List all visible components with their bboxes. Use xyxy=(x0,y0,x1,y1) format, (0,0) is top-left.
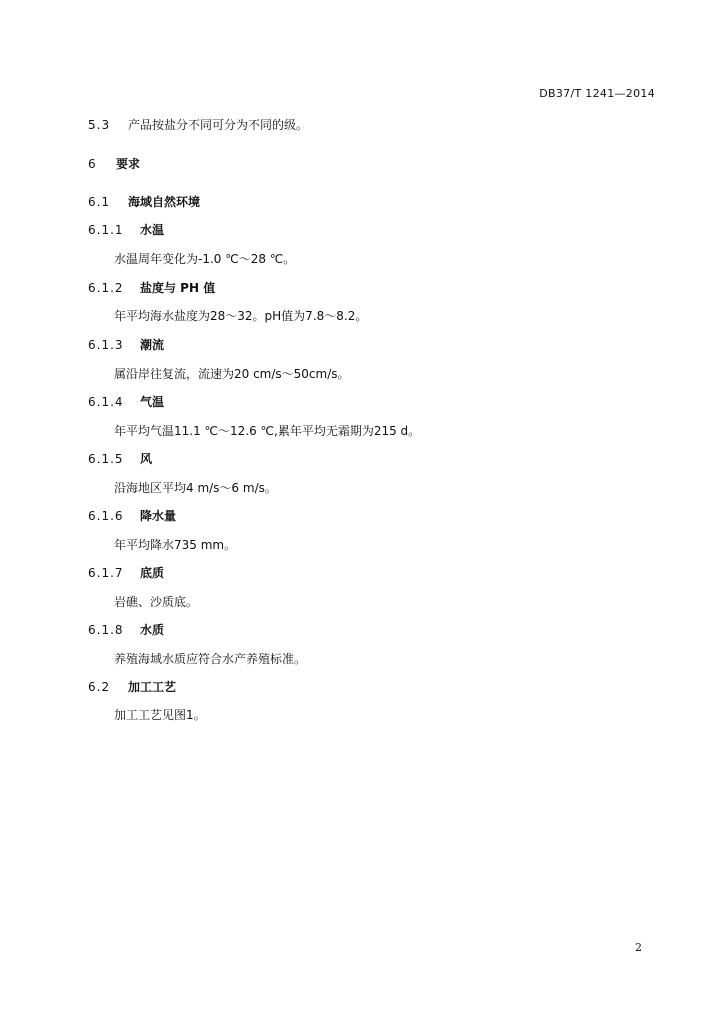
section-number: 6.2 xyxy=(88,680,111,694)
section-6-1-4-body: 年平均气温11.1 ℃～12.6 ℃,累年平均无霜期为215 d。 xyxy=(114,424,421,438)
page-number: 2 xyxy=(635,941,642,954)
section-6-2-body: 加工工艺见图1。 xyxy=(114,708,206,722)
section-6-1-5-body: 沿海地区平均4 m/s～6 m/s。 xyxy=(114,481,277,495)
section-6-1-7-heading xyxy=(88,566,164,580)
clause-number: 5.3 xyxy=(88,118,111,132)
section-title: 水温 xyxy=(140,223,165,237)
section-6-1-4-heading xyxy=(88,395,164,409)
section-6-1-1-heading xyxy=(88,223,164,237)
section-6-2-heading xyxy=(88,680,176,694)
section-title: 风 xyxy=(140,452,153,466)
section-number: 6.1 xyxy=(88,195,111,209)
section-6-1-6-body: 年平均降水735 mm。 xyxy=(114,538,237,552)
section-6-1-8-heading xyxy=(88,623,164,637)
section-title: 气温 xyxy=(140,395,165,409)
section-title: 海域自然环境 xyxy=(128,195,201,209)
document-code: DB37/T 1241—2014 xyxy=(539,87,655,100)
section-title: 水质 xyxy=(140,623,165,637)
section-6-heading xyxy=(88,157,140,171)
section-number: 6 xyxy=(88,157,97,171)
section-number: 6.1.5 xyxy=(88,452,124,466)
section-6-1-2-body: 年平均海水盐度为28～32。pH值为7.8～8.2。 xyxy=(114,309,368,323)
section-number: 6.1.3 xyxy=(88,338,124,352)
section-6-1-7-body: 岩礁、沙质底。 xyxy=(114,595,199,609)
section-6-1-6-heading xyxy=(88,509,176,523)
section-number: 6.1.6 xyxy=(88,509,124,523)
section-number: 6.1.1 xyxy=(88,223,124,237)
clause-5-3 xyxy=(88,118,308,132)
section-6-1-3-body: 属沿岸往复流，流速为20 cm/s～50cm/s。 xyxy=(114,367,350,381)
section-6-1-heading xyxy=(88,195,200,209)
section-title: 底质 xyxy=(140,566,165,580)
clause-text: 产品按盐分不同可分为不同的级。 xyxy=(128,118,309,132)
section-title: 降水量 xyxy=(140,509,177,523)
section-title: 盐度与 PH 值 xyxy=(140,281,216,295)
section-number: 6.1.7 xyxy=(88,566,124,580)
section-title: 潮流 xyxy=(140,338,165,352)
section-6-1-8-body: 养殖海域水质应符合水产养殖标准。 xyxy=(114,652,307,666)
section-number: 6.1.8 xyxy=(88,623,124,637)
section-6-1-2-heading xyxy=(88,281,215,295)
section-6-1-5-heading xyxy=(88,452,152,466)
section-6-1-3-heading xyxy=(88,338,164,352)
section-6-1-1-body: 水温周年变化为-1.0 ℃～28 ℃。 xyxy=(114,252,296,266)
section-number: 6.1.4 xyxy=(88,395,124,409)
section-number: 6.1.2 xyxy=(88,281,124,295)
section-title: 加工工艺 xyxy=(128,680,177,694)
section-title: 要求 xyxy=(116,157,141,171)
